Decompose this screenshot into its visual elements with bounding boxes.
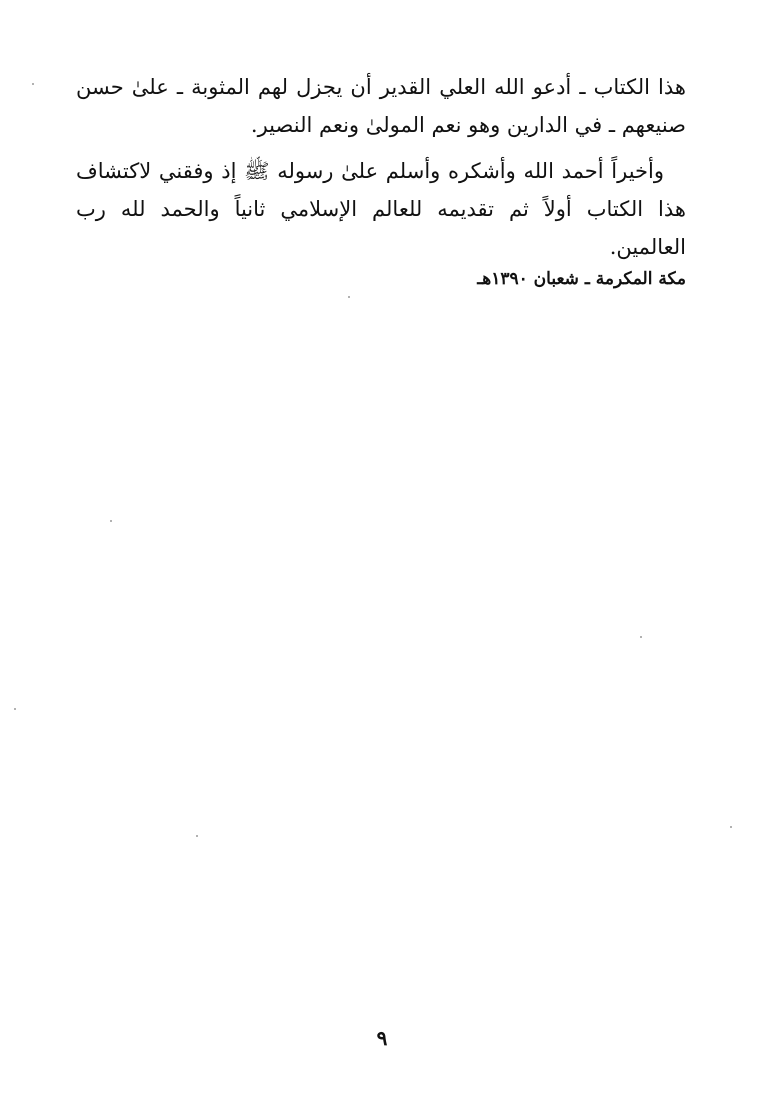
paragraph-acknowledgement [76, 152, 686, 266]
page-number: ٩ [376, 1026, 388, 1050]
paragraph-line: وأخيراً أحمد الله وأشكره وأسلم علىٰ رسوله ﷺ إذ وفقني لاكتشاف [76, 159, 664, 183]
scan-speck [196, 835, 198, 837]
paragraph-line: صنيعهم ـ في الدارين وهو نعم المولىٰ ونعم النصير. [250, 113, 686, 137]
paragraph-line: هذا الكتاب ـ أدعو الله العلي القدير أن يجزل لهم المثوبة ـ علىٰ حسن [76, 75, 686, 99]
paragraph-closing-prayer [76, 68, 686, 144]
scan-speck [110, 520, 112, 522]
place-date-signature: مكة المكرمة ـ شعبان ١٣٩٠هـ [477, 269, 686, 289]
paragraph-line: العالمين. [609, 235, 686, 259]
paragraph-line: هذا الكتاب أولاً ثم تقديمه للعالم الإسلامي ثانياً والحمد لله رب [76, 197, 686, 221]
scan-speck [348, 296, 350, 298]
scan-speck [32, 83, 34, 85]
scan-speck [640, 636, 642, 638]
scan-speck [730, 826, 732, 828]
scan-speck [14, 708, 16, 710]
